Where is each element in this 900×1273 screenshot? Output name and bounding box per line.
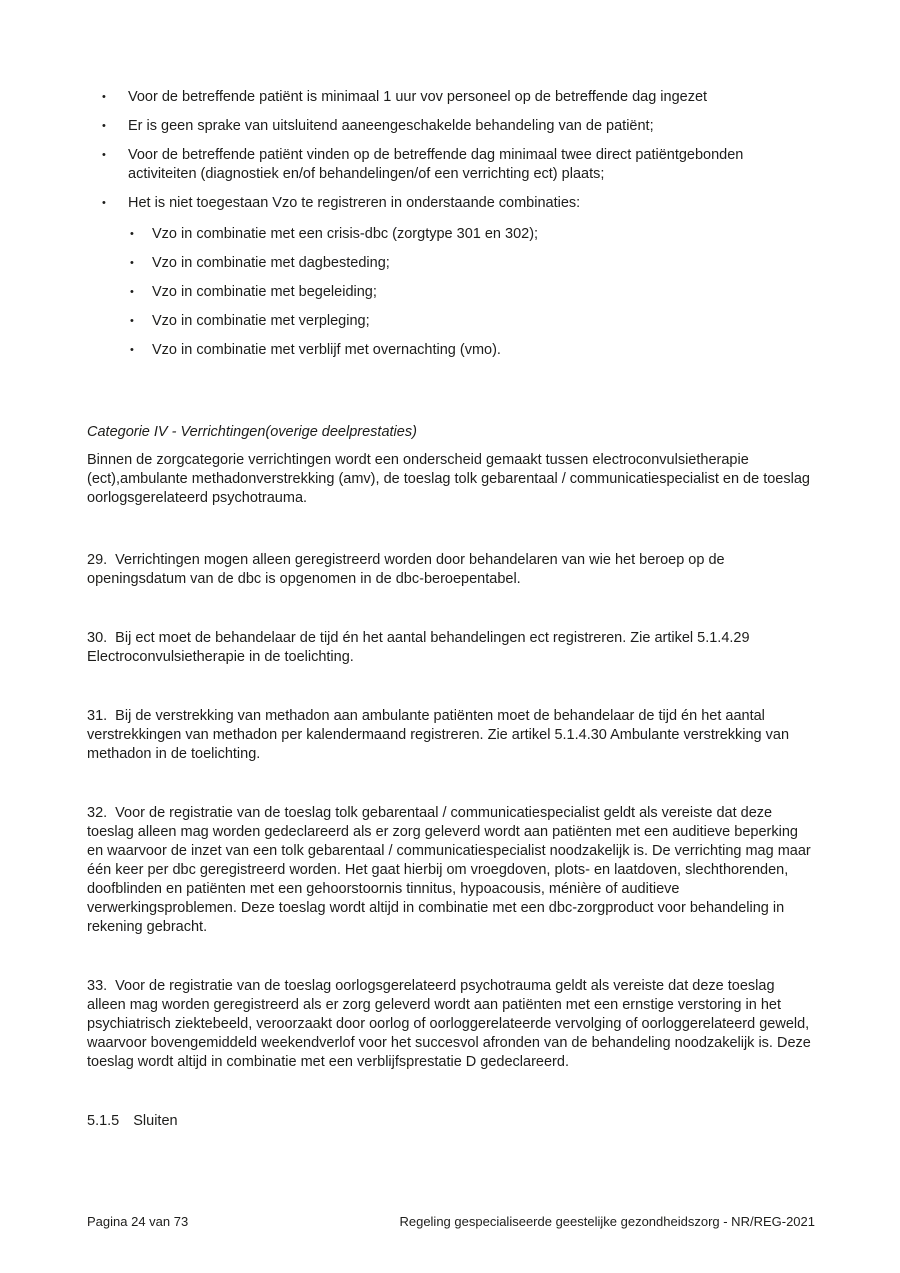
page-footer (87, 1213, 815, 1230)
list-item (87, 88, 815, 107)
sub-list-item-text: Vzo in combinatie met een crisis-dbc (zorgtype 301 en 302); (152, 226, 539, 242)
list-item-text: Voor de betreffende patiënt vinden op de betreffende dag minimaal twee direct patiëntgebonden activiteiten (diagnostiek en/of behandelingen/of een verrichting ect) plaats; (128, 147, 744, 182)
numbered-paragraph-32 (87, 804, 815, 937)
numbered-paragraph-31 (87, 707, 815, 764)
sub-list-item (87, 254, 815, 273)
sub-list-item-text: Vzo in combinatie met dagbesteding; (152, 255, 390, 271)
paragraph-text: Voor de registratie van de toeslag oorlogsgerelateerd psychotrauma geldt als vereiste dat deze toeslag alleen mag worden geregistreerd als er zorg geleverd wordt aan patiënten met een ernstige verstoring in het psychiatrisch ziektebeeld, veroorzaakt door oorlog of oorloggerelateerde vervolging of oorloggerelateerd geweld, waarvoor bovengemiddeld weekendverlof voor het succesvol afronden van de behandeling noodzakelijk is. Deze toeslag wordt altijd in combinatie met een verblijfsprestatie D gedeclareerd. (87, 978, 811, 1070)
list-item-text: Er is geen sprake van uitsluitend aaneengeschakelde behandeling van de patiënt; (128, 118, 654, 134)
paragraph-text: Voor de registratie van de toeslag tolk gebarentaal / communicatiespecialist geldt als vereiste dat deze toeslag alleen mag worden gedeclareerd als er zorg geleverd wordt aan patiënten met een auditieve beperking en waarvoor de inzet van een tolk gebarentaal / communicatiespecialist noodzakelijk is. De verrichting mag maar één keer per dbc geregistreerd worden. Het gaat hierbij om vroegdoven, plots- en laatdoven, slechthorenden, doofblinden en patiënten met een gehoorstoornis tinnitus, hypoacousis, ménière of auditieve verwerkingsproblemen. Deze toeslag wordt altijd in combinatie met een dbc-zorgproduct voor behandeling in rekening gebracht. (87, 805, 811, 935)
paragraph-text: Bij de verstrekking van methadon aan ambulante patiënten moet de behandelaar de tijd én het aantal verstrekkingen van methadon per kalendermaand registreren. Zie artikel 5.1.4.30 Ambulante verstrekking van methadon in de toelichting. (87, 708, 790, 762)
paragraph-number: 29. (87, 552, 108, 568)
requirements-bullet-list (87, 88, 815, 360)
category-heading: Categorie IV - Verrichtingen(overige deelprestaties) (87, 424, 417, 440)
paragraph-number: 30. (87, 630, 108, 646)
bullet-icon: • (130, 228, 134, 240)
sub-list-item-text: Vzo in combinatie met verpleging; (152, 313, 370, 329)
list-item (87, 117, 815, 136)
bullet-icon: • (130, 344, 134, 356)
list-item-text: Het is niet toegestaan Vzo te registreren in onderstaande combinaties: (128, 195, 581, 211)
bullet-icon: • (102, 120, 106, 132)
footer-page-indicator: Pagina 24 van 73 (87, 1214, 189, 1229)
sub-list-item (87, 225, 815, 244)
list-item (87, 194, 815, 213)
footer-document-title: Regeling gespecialiseerde geestelijke gezondheidszorg - NR/REG-2021 (399, 1214, 815, 1229)
bullet-icon: • (130, 315, 134, 327)
list-item-text: Voor de betreffende patiënt is minimaal 1 uur vov personeel op de betreffende dag ingezet (128, 89, 708, 105)
sub-list-item (87, 341, 815, 360)
sub-list-item-text: Vzo in combinatie met begeleiding; (152, 284, 377, 300)
paragraph-number: 33. (87, 978, 108, 994)
page-content (87, 88, 815, 1131)
paragraph-number: 32. (87, 805, 108, 821)
subsection-number: 5.1.5 (87, 1113, 120, 1129)
paragraph-text: Verrichtingen mogen alleen geregistreerd worden door behandelaren van wie het beroep op de openingsdatum van de dbc is opgenomen in de dbc-beroepentabel. (87, 552, 725, 587)
list-item (87, 146, 815, 184)
bullet-icon: • (102, 197, 106, 209)
subsection-heading-5-1-5 (87, 1112, 815, 1131)
bullet-icon: • (130, 257, 134, 269)
intro-paragraph: Binnen de zorgcategorie verrichtingen wordt een onderscheid gemaakt tussen electroconvulsietherapie (ect),ambulante methadonverstrekking (amv), de toeslag tolk gebarentaal / communicatiespecialist en de toeslag oorlogsgerelateerd psychotrauma. (87, 452, 810, 506)
paragraph-number: 31. (87, 708, 108, 724)
sub-list-item (87, 312, 815, 331)
numbered-paragraph-33 (87, 977, 815, 1072)
sub-list-item-text: Vzo in combinatie met verblijf met overnachting (vmo). (152, 342, 501, 358)
vzo-combinations-sub-list (87, 225, 815, 360)
paragraph-text: Bij ect moet de behandelaar de tijd én het aantal behandelingen ect registreren. Zie artikel 5.1.4.29 Electroconvulsietherapie in de toelichting. (87, 630, 750, 665)
sub-list-item (87, 283, 815, 302)
bullet-icon: • (130, 286, 134, 298)
bullet-icon: • (102, 149, 106, 161)
numbered-paragraph-29 (87, 551, 815, 589)
bullet-icon: • (102, 91, 106, 103)
subsection-title: Sluiten (133, 1113, 178, 1129)
numbered-paragraph-30 (87, 629, 815, 667)
